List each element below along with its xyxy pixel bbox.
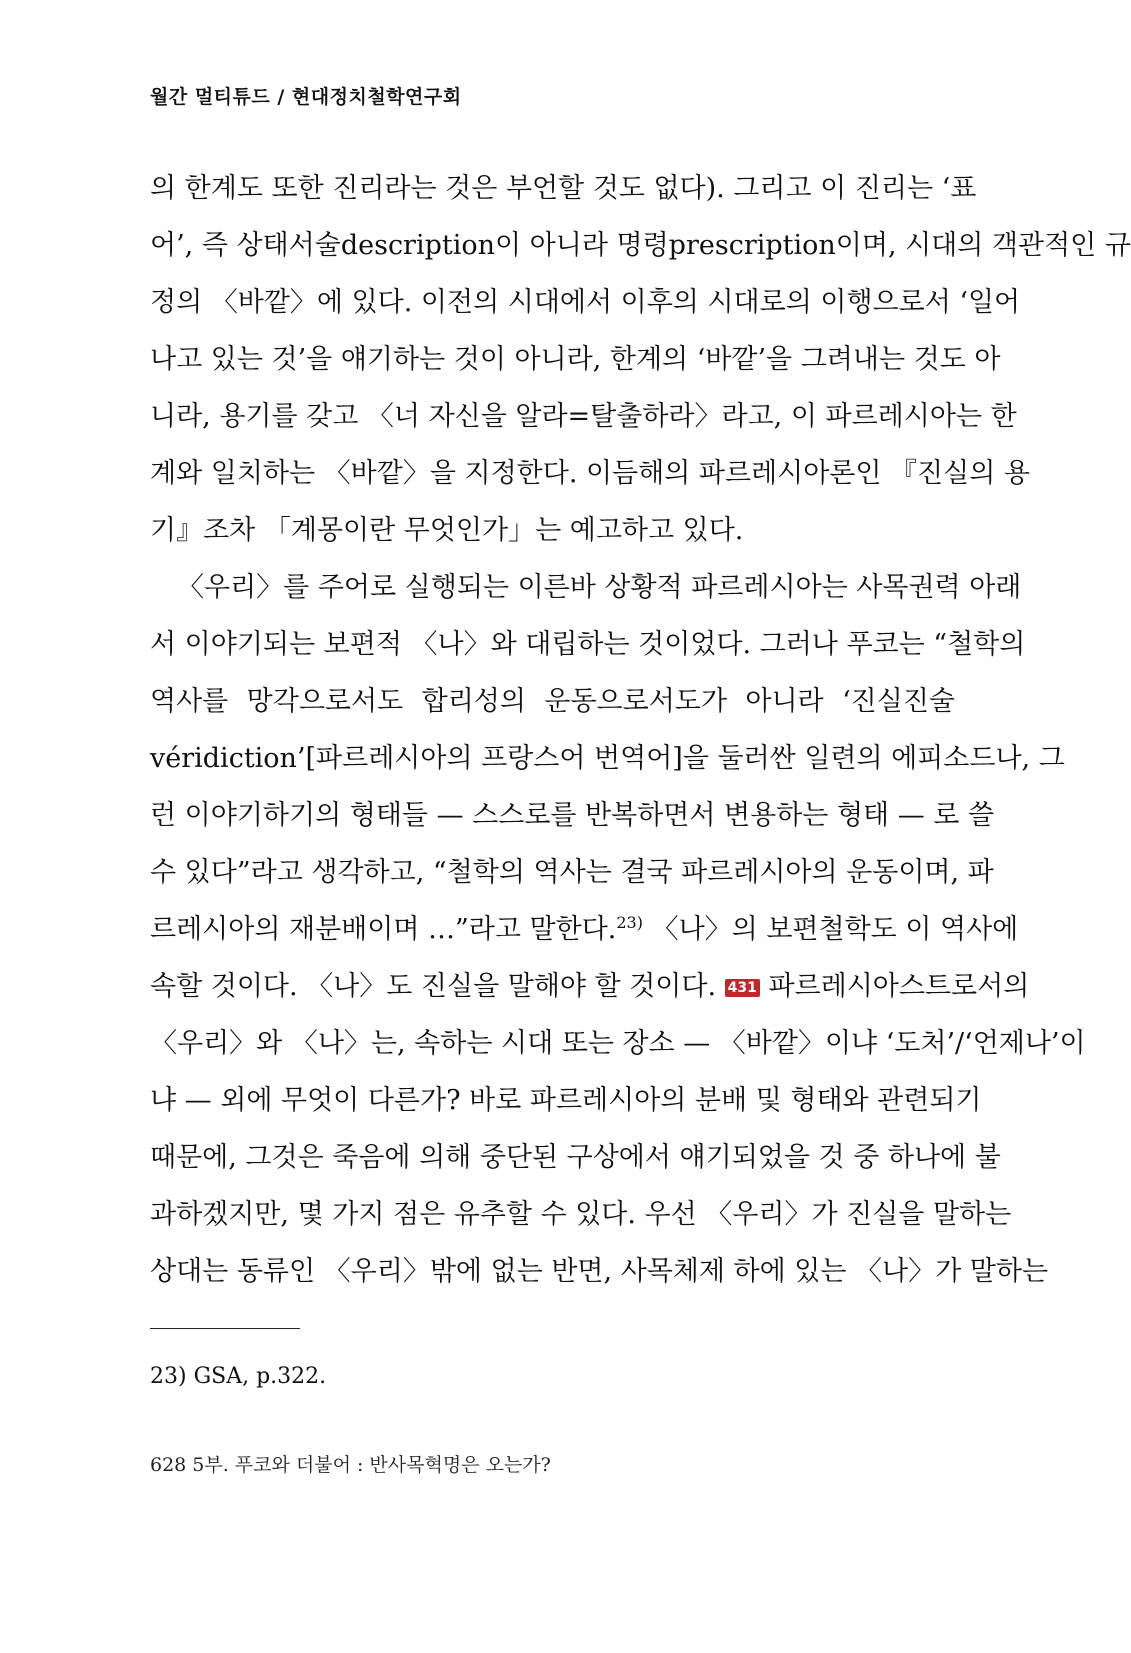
body-line: 정의 〈바깥〉에 있다. 이전의 시대에서 이후의 시대로의 이행으로서 ‘일어 [150, 287, 1021, 318]
body-line: 수 있다”라고 생각하고, “철학의 역사는 결국 파르레시아의 운동이며, 파 [150, 857, 994, 888]
body-line: 냐 — 외에 무엇이 다른가? 바로 파르레시아의 분배 및 형태와 관련되기 [150, 1085, 982, 1116]
body-line: véridiction’[파르레시아의 프랑스어 번역어]을 둘러싼 일련의 에피소드나, 그 [150, 743, 1065, 774]
body-line: 기』조차 「계몽이란 무엇인가」는 예고하고 있다. [150, 515, 744, 546]
body-text [150, 160, 1131, 1300]
body-line-part: 르레시아의 재분배이며 …”라고 말한다. [150, 914, 617, 945]
footnote: 23) GSA, p.322. [150, 1364, 327, 1389]
body-line: 의 한계도 또한 진리라는 것은 부언할 것도 없다). 그리고 이 진리는 ‘표 [150, 173, 977, 204]
body-line-part: 〈나〉의 보편철학도 이 역사에 [651, 914, 1019, 945]
body-line: 과하겠지만, 몇 가지 점은 유추할 수 있다. 우선 〈우리〉가 진실을 말하는 [150, 1199, 1012, 1230]
body-line: 역사를 망각으로서도 합리성의 운동으로서도가 아니라 ‘진실진술 [150, 686, 955, 717]
body-line: 서 이야기되는 보편적 〈나〉와 대립하는 것이었다. 그러나 푸코는 “철학의 [150, 629, 1026, 660]
body-line: 런 이야기하기의 형태들 — 스스로를 반복하면서 변용하는 형태 — 로 쓸 [150, 800, 995, 831]
footnote-divider [150, 1328, 300, 1329]
body-line: 계와 일치하는 〈바깥〉을 지정한다. 이듬해의 파르레시아론인 『진실의 용 [150, 458, 1030, 489]
body-line: 〈우리〉와 〈나〉는, 속하는 시대 또는 장소 — 〈바깥〉이냐 ‘도처’/‘언제나’이 [150, 1028, 1086, 1059]
body-line-part: 속할 것이다. 〈나〉도 진실을 말해야 할 것이다. [150, 971, 717, 1002]
footnote-reference[interactable]: 23) [616, 913, 643, 932]
body-line [150, 901, 1019, 958]
body-line [150, 958, 1030, 1015]
body-line: 나고 있는 것’을 얘기하는 것이 아니라, 한계의 ‘바깥’을 그려내는 것도 아 [150, 344, 1001, 375]
footer-section-title: 5부. 푸코와 더불어 : 반사목혁명은 오는가? [192, 1454, 551, 1476]
page-footer [150, 1450, 557, 1477]
page-marker-badge: 431 [725, 979, 760, 997]
body-line: 상대는 동류인 〈우리〉밖에 없는 반면, 사목체제 하에 있는 〈나〉가 말하는 [150, 1256, 1049, 1287]
body-line: 〈우리〉를 주어로 실행되는 이른바 상황적 파르레시아는 사목권력 아래 [177, 572, 1022, 603]
body-line-part: 파르레시아스트로서의 [768, 971, 1030, 1002]
body-line: 니라, 용기를 갖고 〈너 자신을 알라=탈출하라〉라고, 이 파르레시아는 한 [150, 401, 1017, 432]
body-line: 어’, 즉 상태서술description이 아니라 명령prescription이며, 시대의 객관적인 규 [150, 230, 1131, 261]
body-line: 때문에, 그것은 죽음에 의해 중단된 구상에서 얘기되었을 것 중 하나에 불 [150, 1142, 1001, 1173]
page-number: 628 [150, 1454, 187, 1476]
running-header: 월간 멀티튜드 / 현대정치철학연구회 [150, 86, 462, 108]
